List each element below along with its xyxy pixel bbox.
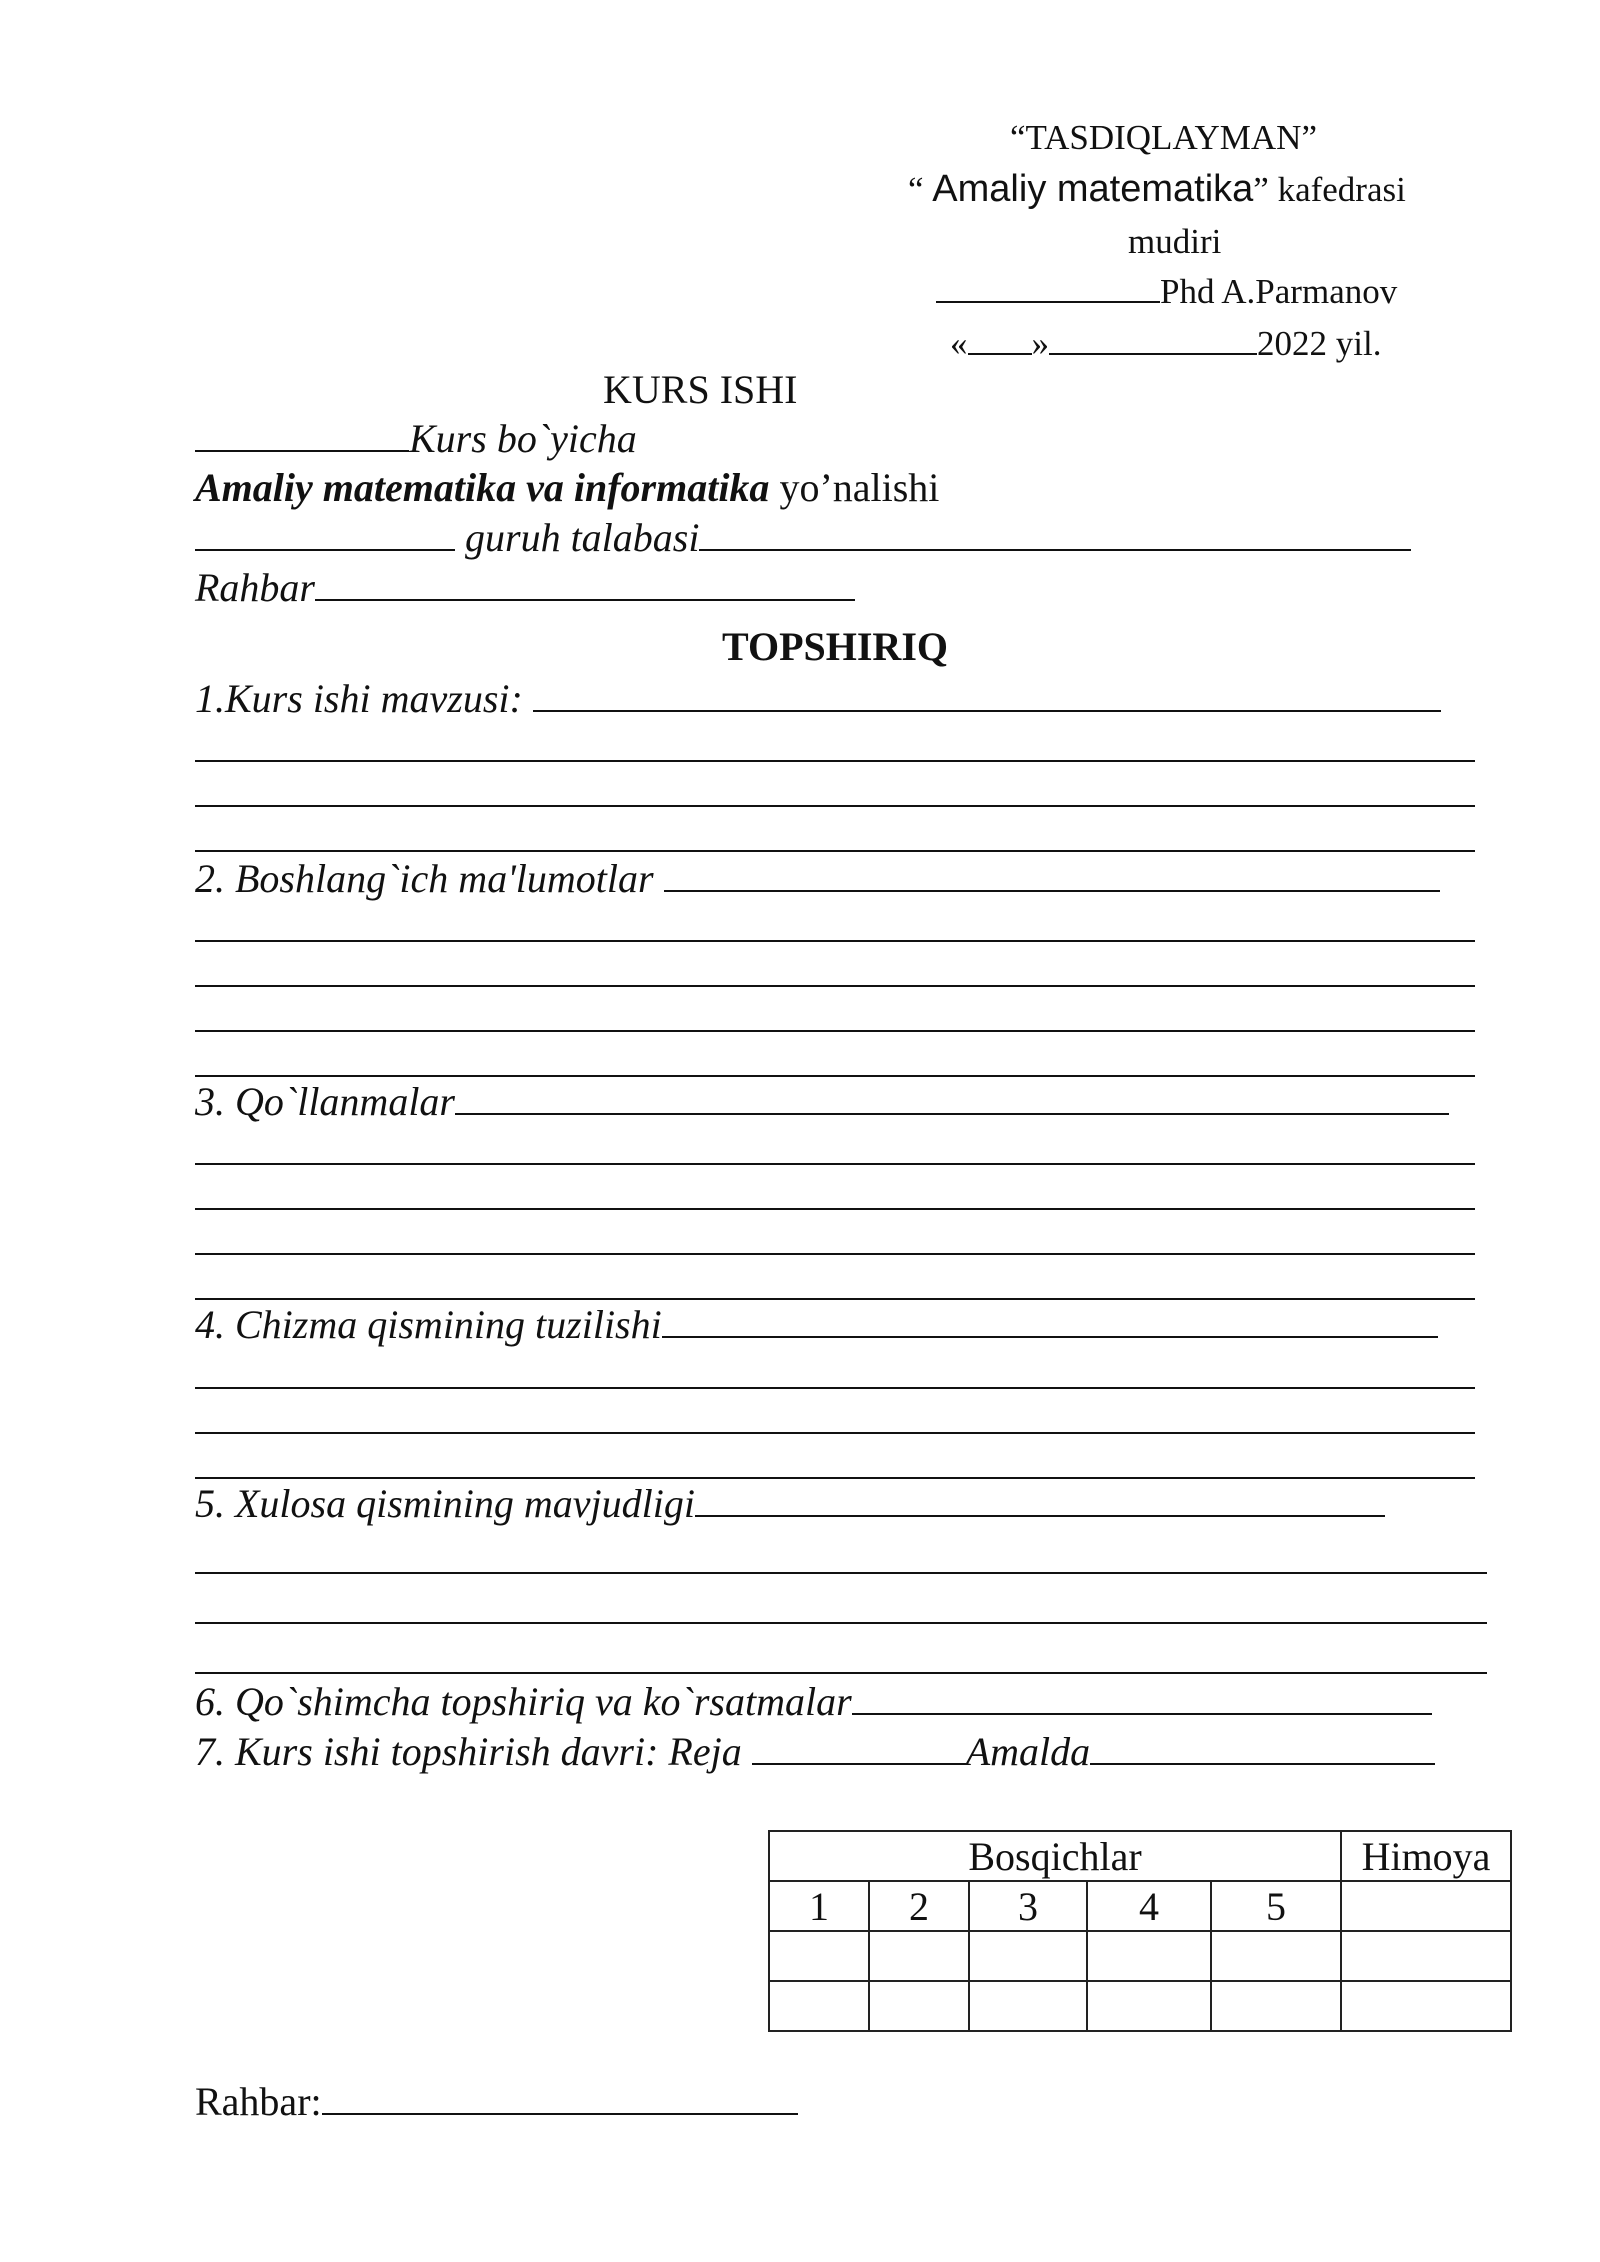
- group-student-label: guruh talabasi: [455, 515, 700, 560]
- table-cell[interactable]: [969, 1931, 1087, 1981]
- answer-line[interactable]: [195, 1387, 1475, 1389]
- stage-1-number: 1: [769, 1881, 869, 1931]
- table-row: [769, 1981, 1511, 2031]
- supervisor-blank[interactable]: [315, 599, 855, 601]
- direction-line: [195, 464, 939, 511]
- approval-quote-close: ”: [1253, 170, 1269, 209]
- answer-line[interactable]: [195, 760, 1475, 762]
- answer-line[interactable]: [195, 1572, 1487, 1574]
- answer-line[interactable]: [195, 850, 1475, 852]
- stage-5-number: 5: [1211, 1881, 1341, 1931]
- signature-blank[interactable]: [936, 301, 1160, 303]
- task-item-1: 1.Kurs ishi mavzusi:: [195, 675, 1441, 722]
- task-item-2-blank[interactable]: [664, 890, 1440, 892]
- approval-role: mudiri: [1128, 222, 1222, 261]
- answer-line[interactable]: [195, 1253, 1475, 1255]
- answer-line[interactable]: [195, 1477, 1475, 1479]
- stage-4-number: 4: [1087, 1881, 1211, 1931]
- approval-signature-line: [936, 272, 1397, 312]
- task-item-5-blank[interactable]: [695, 1515, 1385, 1517]
- date-open-quote: «: [950, 324, 968, 363]
- stages-header: Bosqichlar: [769, 1831, 1341, 1881]
- supervisor-line: [195, 564, 855, 611]
- table-cell[interactable]: [969, 1981, 1087, 2031]
- task-item-7: 7. Kurs ishi topshirish davri: Reja Amalda: [195, 1728, 1435, 1775]
- approval-quote-open: “: [908, 170, 933, 209]
- task-item-3-blank[interactable]: [455, 1113, 1449, 1115]
- direction-name: Amaliy matematika va informatika: [195, 465, 770, 510]
- table-cell[interactable]: [1087, 1981, 1211, 2031]
- table-cell[interactable]: [769, 1931, 869, 1981]
- footer-supervisor-label: Rahbar:: [195, 2079, 322, 2124]
- answer-line[interactable]: [195, 1030, 1475, 1032]
- approval-signer: Phd A.Parmanov: [1160, 272, 1398, 311]
- answer-line[interactable]: [195, 1298, 1475, 1300]
- task-item-4: 4. Chizma qismining tuzilishi: [195, 1301, 1438, 1348]
- answer-line[interactable]: [195, 1672, 1487, 1674]
- date-day-blank[interactable]: [968, 353, 1032, 355]
- footer-supervisor-blank[interactable]: [322, 2113, 798, 2115]
- task-heading: TOPSHIRIQ: [722, 624, 948, 669]
- task-item-2: 2. Boshlang`ich ma'lumotlar: [195, 855, 1440, 902]
- defense-cell[interactable]: [1341, 1881, 1511, 1931]
- task-item-4-blank[interactable]: [662, 1336, 1438, 1338]
- table-cell[interactable]: [1087, 1931, 1211, 1981]
- task-item-1-blank[interactable]: [533, 710, 1441, 712]
- task-item-6-blank[interactable]: [852, 1713, 1432, 1715]
- group-student-line: [195, 514, 1411, 561]
- student-name-blank[interactable]: [699, 549, 1411, 551]
- stage-3-number: 3: [969, 1881, 1087, 1931]
- table-cell[interactable]: [869, 1981, 969, 2031]
- answer-line[interactable]: [195, 940, 1475, 942]
- defense-header: Himoya: [1341, 1831, 1511, 1881]
- course-label: Kurs bo`yicha: [409, 416, 637, 461]
- answer-line[interactable]: [195, 805, 1475, 807]
- plan-date-blank[interactable]: [752, 1763, 966, 1765]
- footer-supervisor-line: [195, 2078, 798, 2125]
- table-cell[interactable]: [769, 1981, 869, 2031]
- date-close-quote: »: [1031, 324, 1049, 363]
- actual-label: Amalda: [965, 1729, 1091, 1774]
- table-cell[interactable]: [1341, 1931, 1511, 1981]
- approval-dept-name: Amaliy matematika: [932, 168, 1254, 210]
- answer-line[interactable]: [195, 1075, 1475, 1077]
- direction-suffix: yo’nalishi: [769, 465, 940, 510]
- course-line: [195, 415, 637, 462]
- table-cell[interactable]: [869, 1931, 969, 1981]
- document-title: KURS ISHI: [603, 367, 798, 412]
- approval-dept-suffix: kafedrasi: [1268, 170, 1406, 209]
- answer-line[interactable]: [195, 1163, 1475, 1165]
- answer-line[interactable]: [195, 1208, 1475, 1210]
- date-month-blank[interactable]: [1049, 353, 1257, 355]
- table-row: [769, 1931, 1511, 1981]
- stages-table: [768, 1830, 1512, 2032]
- approval-title: “TASDIQLAYMAN”: [1010, 118, 1317, 157]
- stage-number-row: [769, 1881, 1511, 1931]
- answer-line[interactable]: [195, 1432, 1475, 1434]
- table-cell[interactable]: [1211, 1931, 1341, 1981]
- supervisor-label: Rahbar: [195, 565, 315, 610]
- course-number-blank[interactable]: [195, 450, 409, 452]
- actual-date-blank[interactable]: [1090, 1763, 1435, 1765]
- stage-2-number: 2: [869, 1881, 969, 1931]
- table-cell[interactable]: [1341, 1981, 1511, 2031]
- date-year: 2022 yil.: [1257, 324, 1382, 363]
- answer-line[interactable]: [195, 1622, 1487, 1624]
- approval-date: [950, 324, 1381, 364]
- group-blank[interactable]: [195, 549, 455, 551]
- table-header-row: [769, 1831, 1511, 1881]
- answer-line[interactable]: [195, 985, 1475, 987]
- task-item-6: 6. Qo`shimcha topshiriq va ko`rsatmalar: [195, 1678, 1432, 1725]
- task-item-5: 5. Xulosa qismining mavjudligi: [195, 1480, 1385, 1527]
- task-item-3: 3. Qo`llanmalar: [195, 1078, 1449, 1125]
- approval-department: [908, 168, 1406, 211]
- table-cell[interactable]: [1211, 1981, 1341, 2031]
